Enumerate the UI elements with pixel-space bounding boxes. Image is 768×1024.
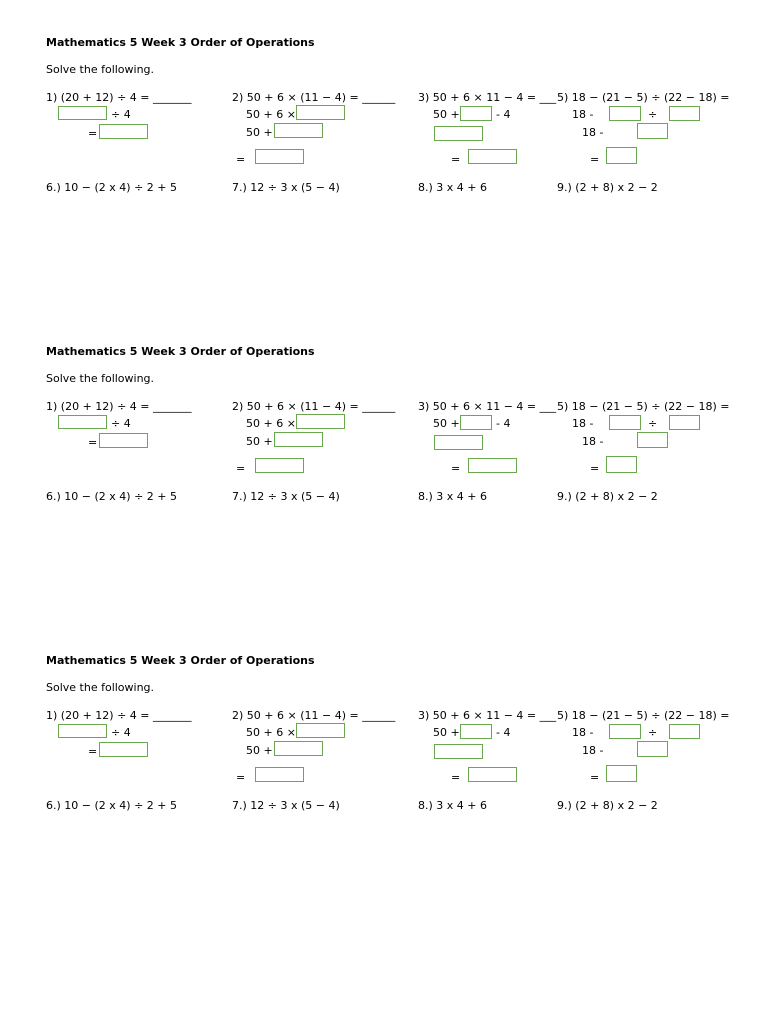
problem-5-answer-box-4[interactable] (606, 456, 637, 473)
problem-6-question: 6.) 10 − (2 x 4) ÷ 2 + 5 (46, 181, 177, 194)
worksheet-title: Mathematics 5 Week 3 Order of Operations (46, 345, 315, 358)
problem-5-equals: = (590, 771, 600, 784)
problem-5-step-divide: ÷ (648, 726, 658, 739)
problem-5-question: 5) 18 − (21 − 5) ÷ (22 − 18) = (557, 709, 730, 722)
problem-2-step-2: 50 + (246, 744, 273, 757)
problem-8-question: 8.) 3 x 4 + 6 (418, 799, 487, 812)
problem-5-step-2: 18 - (582, 126, 604, 139)
problem-1-question: 1) (20 + 12) ÷ 4 = _______ (46, 400, 192, 413)
problem-5-answer-box-4[interactable] (606, 765, 637, 782)
problem-3-step-minus: - 4 (496, 417, 511, 430)
problem-5-answer-box-4[interactable] (606, 147, 637, 164)
problem-3-answer-box-1[interactable] (460, 415, 492, 430)
problem-5-equals: = (590, 153, 600, 166)
problem-1-question: 1) (20 + 12) ÷ 4 = _______ (46, 709, 192, 722)
problem-8-question: 8.) 3 x 4 + 6 (418, 181, 487, 194)
problem-1-answer-box-2[interactable] (99, 742, 148, 757)
problem-5-step-2: 18 - (582, 435, 604, 448)
problem-5-answer-box-1[interactable] (609, 106, 641, 121)
problem-5-answer-box-2[interactable] (669, 415, 700, 430)
problem-5-answer-box-3[interactable] (637, 123, 668, 139)
problem-9-question: 9.) (2 + 8) x 2 − 2 (557, 799, 658, 812)
problem-1-answer-box-2[interactable] (99, 124, 148, 139)
worksheet-title: Mathematics 5 Week 3 Order of Operations (46, 36, 315, 49)
problem-2-answer-box-1[interactable] (296, 414, 345, 429)
problem-6-question: 6.) 10 − (2 x 4) ÷ 2 + 5 (46, 490, 177, 503)
problem-3-equals: = (451, 462, 461, 475)
problem-5-answer-box-1[interactable] (609, 724, 641, 739)
problem-7-question: 7.) 12 ÷ 3 x (5 − 4) (232, 799, 340, 812)
worksheet-section-1 (0, 0, 768, 300)
problem-3-answer-box-2[interactable] (434, 126, 483, 141)
problem-3-step-minus: - 4 (496, 108, 511, 121)
problem-6-question: 6.) 10 − (2 x 4) ÷ 2 + 5 (46, 799, 177, 812)
problem-9-question: 9.) (2 + 8) x 2 − 2 (557, 490, 658, 503)
problem-5-step-2: 18 - (582, 744, 604, 757)
problem-2-equals: = (236, 771, 246, 784)
worksheet-section-2 (0, 309, 768, 609)
problem-3-answer-box-1[interactable] (460, 106, 492, 121)
problem-1-answer-box-1[interactable] (58, 106, 107, 120)
problem-3-equals: = (451, 771, 461, 784)
problem-2-step-1: 50 + 6 × (246, 417, 296, 430)
problem-2-question: 2) 50 + 6 × (11 − 4) = ______ (232, 400, 396, 413)
problem-2-step-1: 50 + 6 × (246, 726, 296, 739)
problem-1-step-text: ÷ 4 (111, 417, 131, 430)
problem-5-answer-box-2[interactable] (669, 106, 700, 121)
problem-2-answer-box-2[interactable] (274, 741, 323, 756)
worksheet-title: Mathematics 5 Week 3 Order of Operations (46, 654, 315, 667)
problem-5-answer-box-1[interactable] (609, 415, 641, 430)
problem-3-answer-box-3[interactable] (468, 458, 517, 473)
problem-3-question: 3) 50 + 6 × 11 − 4 = ___ (418, 400, 557, 413)
problem-1-equals: = (88, 436, 98, 449)
problem-1-question: 1) (20 + 12) ÷ 4 = _______ (46, 91, 192, 104)
problem-5-answer-box-3[interactable] (637, 741, 668, 757)
problem-2-question: 2) 50 + 6 × (11 − 4) = ______ (232, 91, 396, 104)
problem-5-equals: = (590, 462, 600, 475)
problem-2-equals: = (236, 462, 246, 475)
problem-5-answer-box-2[interactable] (669, 724, 700, 739)
problem-2-equals: = (236, 153, 246, 166)
problem-3-step-1: 50 + (433, 417, 460, 430)
problem-3-step-minus: - 4 (496, 726, 511, 739)
problem-3-answer-box-2[interactable] (434, 744, 483, 759)
problem-3-step-1: 50 + (433, 108, 460, 121)
problem-2-answer-box-1[interactable] (296, 723, 345, 738)
problem-3-answer-box-2[interactable] (434, 435, 483, 450)
problem-5-question: 5) 18 − (21 − 5) ÷ (22 − 18) = (557, 91, 730, 104)
problem-5-step-divide: ÷ (648, 108, 658, 121)
problem-3-step-1: 50 + (433, 726, 460, 739)
problem-2-answer-box-2[interactable] (274, 432, 323, 447)
problem-1-answer-box-1[interactable] (58, 415, 107, 429)
problem-2-answer-box-1[interactable] (296, 105, 345, 120)
problem-9-question: 9.) (2 + 8) x 2 − 2 (557, 181, 658, 194)
problem-7-question: 7.) 12 ÷ 3 x (5 − 4) (232, 490, 340, 503)
problem-2-answer-box-3[interactable] (255, 149, 304, 164)
problem-2-answer-box-3[interactable] (255, 767, 304, 782)
problem-3-question: 3) 50 + 6 × 11 − 4 = ___ (418, 91, 557, 104)
problem-3-question: 3) 50 + 6 × 11 − 4 = ___ (418, 709, 557, 722)
problem-3-answer-box-1[interactable] (460, 724, 492, 739)
problem-5-step-1: 18 - (572, 417, 594, 430)
instruction-text: Solve the following. (46, 63, 155, 76)
problem-1-answer-box-2[interactable] (99, 433, 148, 448)
problem-1-equals: = (88, 127, 98, 140)
problem-3-equals: = (451, 153, 461, 166)
problem-8-question: 8.) 3 x 4 + 6 (418, 490, 487, 503)
problem-2-question: 2) 50 + 6 × (11 − 4) = ______ (232, 709, 396, 722)
problem-1-answer-box-1[interactable] (58, 724, 107, 738)
problem-3-answer-box-3[interactable] (468, 149, 517, 164)
problem-1-step-text: ÷ 4 (111, 726, 131, 739)
instruction-text: Solve the following. (46, 372, 155, 385)
problem-2-step-2: 50 + (246, 126, 273, 139)
problem-2-step-1: 50 + 6 × (246, 108, 296, 121)
problem-2-answer-box-3[interactable] (255, 458, 304, 473)
instruction-text: Solve the following. (46, 681, 155, 694)
problem-5-question: 5) 18 − (21 − 5) ÷ (22 − 18) = (557, 400, 730, 413)
problem-5-step-1: 18 - (572, 108, 594, 121)
problem-5-step-divide: ÷ (648, 417, 658, 430)
problem-1-step-text: ÷ 4 (111, 108, 131, 121)
problem-1-equals: = (88, 745, 98, 758)
problem-5-step-1: 18 - (572, 726, 594, 739)
problem-2-step-2: 50 + (246, 435, 273, 448)
problem-7-question: 7.) 12 ÷ 3 x (5 − 4) (232, 181, 340, 194)
worksheet-section-3 (0, 618, 768, 918)
problem-3-answer-box-3[interactable] (468, 767, 517, 782)
problem-5-answer-box-3[interactable] (637, 432, 668, 448)
problem-2-answer-box-2[interactable] (274, 123, 323, 138)
